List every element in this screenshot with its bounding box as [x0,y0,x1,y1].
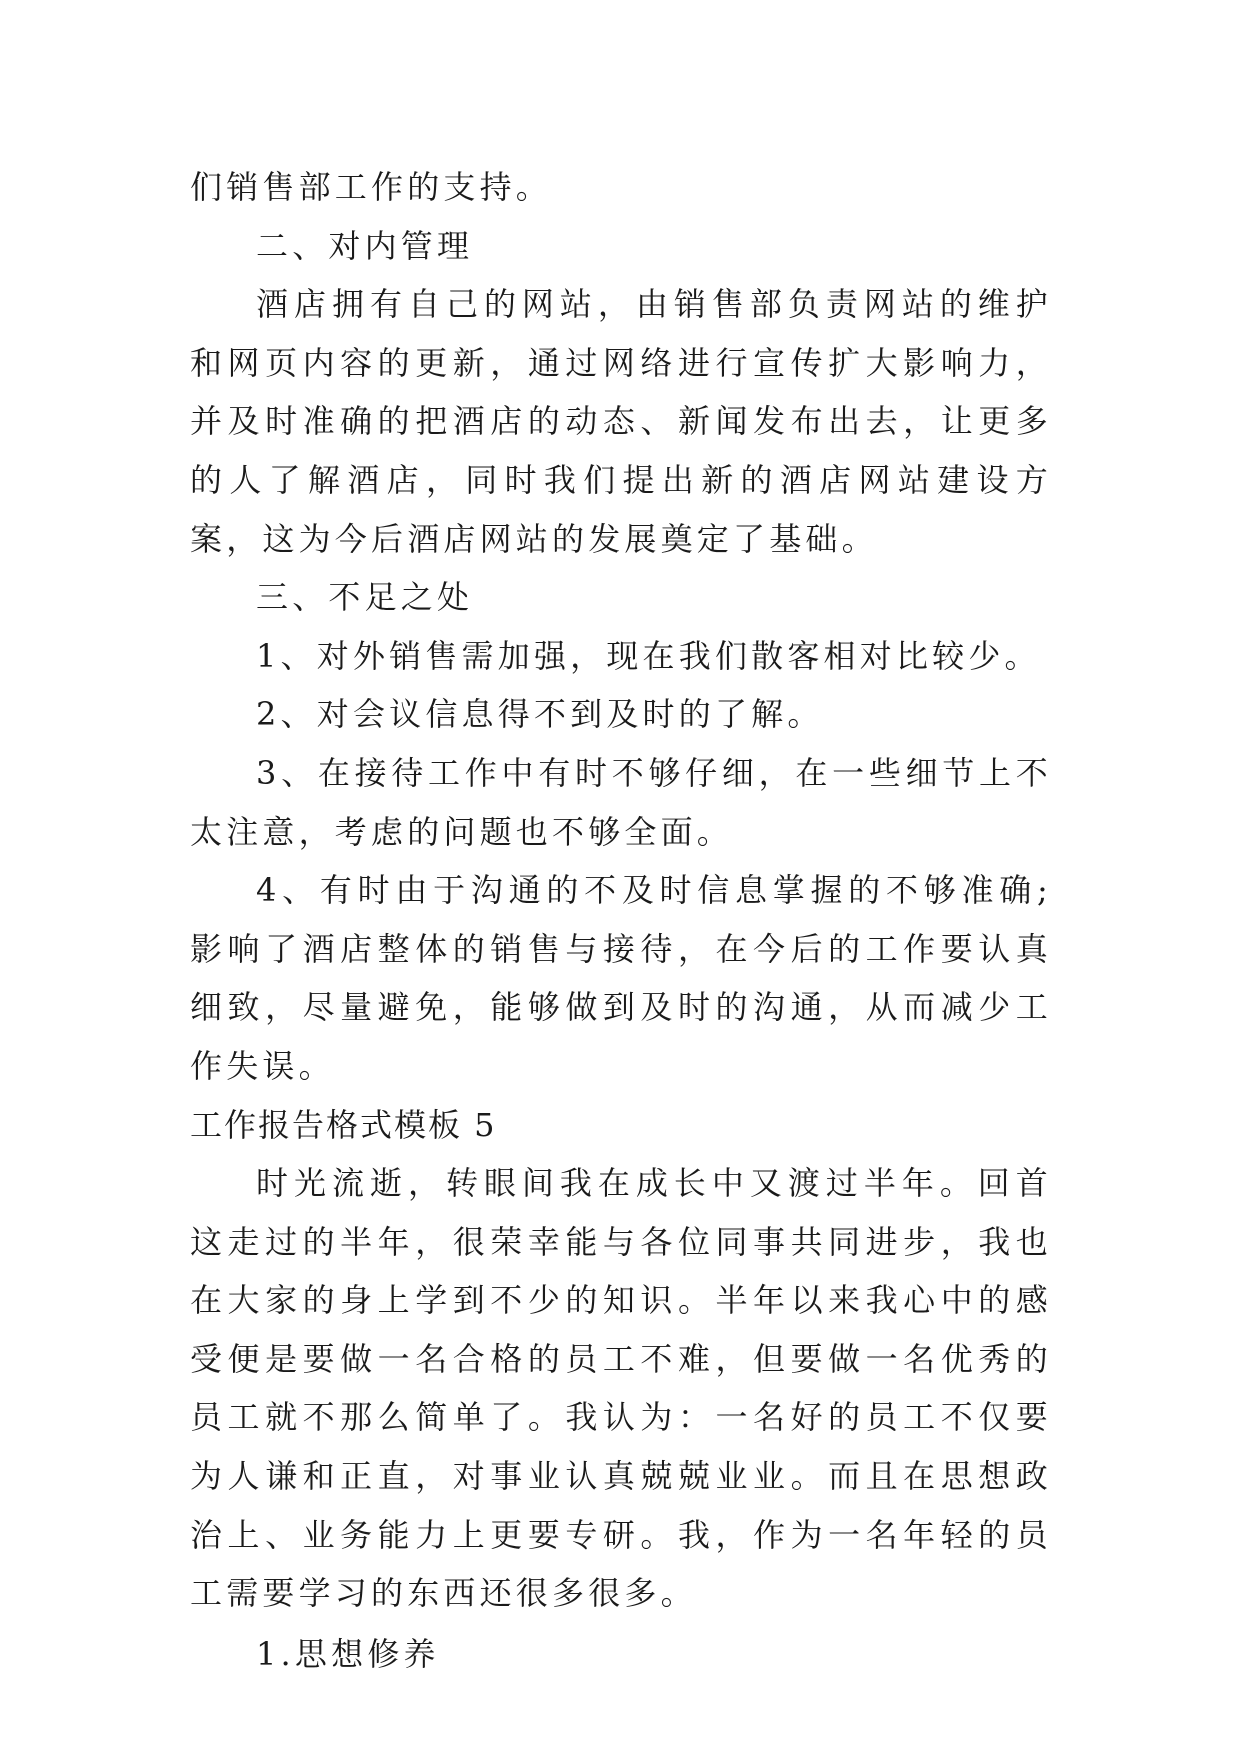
heading-shortcomings: 三、不足之处 [256,578,474,617]
document-body [190,158,1052,1683]
list-item-4: 4、有时由于沟通的不及时信息掌握的不够准确;影响了酒店整体的销售与接待，在今后的工作要认真细致，尽量避免，能够做到及时的沟通，从而减少工作失误。 [190,871,1052,1085]
list-item-2: 2、对会议信息得不到及时的了解。 [256,695,824,734]
list-item-3: 3、在接待工作中有时不够仔细，在一些细节上不太注意，考虑的问题也不够全面。 [190,753,1052,851]
paragraph-half-year: 时光流逝，转眼间我在成长中又渡过半年。回首这走过的半年，很荣幸能与各位同事共同进步，我也在大家的身上学到不少的知识。半年以来我心中的感受便是要做一名合格的员工不难，但要做一名优秀的员工就不那么简单了。我认为：一名好的员工不仅要为人谦和正直，对事业认真兢兢业业。而且在思想政治上、业务能力上更要专研。我，作为一名年轻的员工需要学习的东西还很多很多。 [190,1164,1052,1613]
section-title-template-5: 工作报告格式模板 5 [190,1105,497,1144]
list-item-1: 1、对外销售需加强，现在我们散客相对比较少。 [256,636,1041,675]
paragraph-continuation: 们销售部工作的支持。 [190,168,553,206]
heading-ideological-cultivation: 1.思想修养 [256,1634,440,1673]
paragraph-website: 酒店拥有自己的网站，由销售部负责网站的维护和网页内容的更新，通过网络进行宣传扩大影响力，并及时准确的把酒店的动态、新闻发布出去，让更多的人了解酒店，同时我们提出新的酒店网站建设方案，这为今后酒店网站的发展奠定了基础。 [190,285,1052,558]
heading-internal-management: 二、对内管理 [256,226,474,265]
